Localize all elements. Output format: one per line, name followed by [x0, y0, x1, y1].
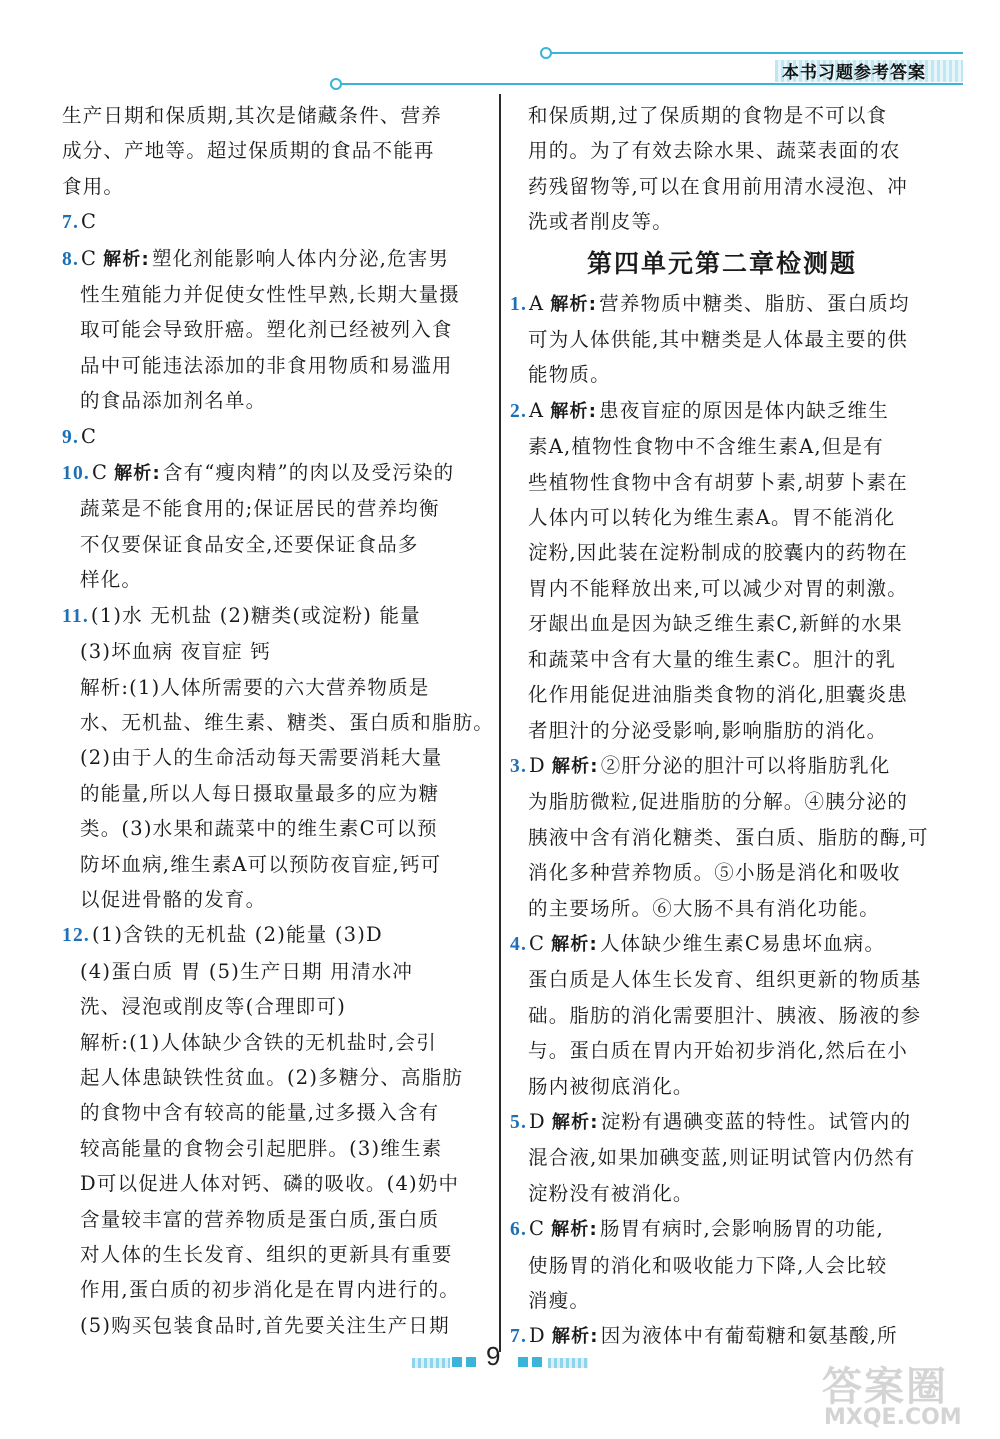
header-rule-top: [548, 52, 963, 54]
text-line: 胰液中含有消化糖类、蛋白质、脂肪的酶,可: [528, 825, 929, 849]
text-line: 药残留物等,可以在食用前用清水浸泡、冲: [528, 174, 908, 198]
footer-square: [452, 1357, 462, 1367]
text-line: [62, 562, 472, 597]
answer-choice: C: [91, 461, 109, 485]
text-line: [62, 1166, 472, 1201]
analysis-text: 水、无机盐、维生素、糖类、蛋白质和脂肪。: [80, 710, 495, 734]
text-line: [62, 882, 472, 917]
text-line: [510, 393, 934, 429]
answer-choice: C: [81, 424, 98, 448]
analysis-text: 淀粉有遇碘变蓝的特性。试管内的: [600, 1109, 912, 1133]
text-line: [62, 634, 472, 669]
continued-answer: [510, 98, 934, 240]
question-number: 8.: [62, 248, 80, 270]
answer-choice: (1)水 无机盐 (2)糖类(或淀粉) 能量: [90, 603, 421, 627]
analysis-label: 解析:: [551, 1219, 598, 1241]
question-number: 7.: [62, 212, 80, 234]
text-line: 淀粉,因此装在淀粉制成的胶囊内的药物在: [528, 541, 908, 565]
text-line: [62, 204, 472, 240]
question-number: 2.: [510, 400, 528, 422]
analysis-text: 不仅要保证食品安全,还要保证食品多: [80, 532, 419, 556]
analysis-label: 解析:: [114, 463, 161, 485]
text-line: 素A,植物性食物中不含维生素A,但是有: [528, 435, 884, 459]
answer-list: [510, 286, 934, 1355]
text-line: 础。脂肪的消化需要胆汁、胰液、肠液的参: [528, 1003, 922, 1027]
watermark-logo: [822, 1355, 982, 1433]
answer-item: [62, 98, 472, 204]
answer-item: [62, 419, 472, 455]
footer-square: [532, 1357, 542, 1367]
analysis-text: 塑化剂能影响人体内分泌,危害男: [151, 246, 450, 270]
text-line: 者胆汁的分泌受影响,影响脂肪的消化。: [528, 718, 888, 742]
answer-item: [510, 748, 934, 926]
text-line: [62, 1025, 472, 1060]
chapter-title: 第四单元第二章检测题: [586, 248, 857, 278]
text-line: [62, 383, 472, 418]
watermark-url: MXQE.COM: [824, 1405, 962, 1430]
text-line: [510, 1104, 934, 1140]
question-number: 9.: [62, 426, 80, 448]
page-header: [0, 0, 1000, 100]
analysis-text: (2)由于人的生命活动每天需要消耗大量: [80, 746, 443, 770]
header-dot-bottom: [330, 78, 342, 90]
header-rule-bottom: [338, 83, 963, 85]
text-line: [62, 670, 472, 705]
answer-item: [510, 1211, 934, 1318]
text-line: 为脂肪微粒,促进脂肪的分解。④胰分泌的: [528, 790, 908, 814]
text-line: [62, 989, 472, 1024]
text-line: [62, 419, 472, 455]
text-line: [62, 241, 472, 277]
text-line: 牙龈出血是因为缺乏维生素C,新鲜的水果: [528, 612, 903, 636]
analysis-text: 的食物中含有较高的能量,过多摄入含有: [80, 1101, 440, 1125]
analysis-label: 解析:: [103, 248, 150, 270]
analysis-text: 食用。: [62, 174, 125, 198]
analysis-text: 人体缺少维生素C易患坏血病。: [599, 931, 886, 955]
question-number: 6.: [510, 1219, 528, 1241]
question-number: 11.: [62, 605, 89, 627]
right-column: [510, 98, 934, 1355]
text-line: 和蔬菜中含有大量的维生素C。胆汁的乳: [528, 647, 897, 671]
analysis-text: 因为液体中有葡萄糖和氨基酸,所: [600, 1324, 898, 1348]
analysis-text: 的能量,所以人每日摄取量最多的应为糖: [80, 781, 440, 805]
analysis-text: 洗、浸泡或削皮等(合理即可): [80, 995, 347, 1019]
answer-choice: A: [529, 291, 545, 315]
answer-item: [62, 241, 472, 419]
text-line: [62, 811, 472, 846]
analysis-text: 类。(3)水果和蔬菜中的维生素C可以预: [80, 817, 438, 841]
answer-choice: C: [529, 1217, 546, 1241]
analysis-label: 解析:: [551, 1326, 599, 1348]
footer-band-left: [412, 1358, 450, 1368]
watermark-text: 答案圈: [822, 1364, 948, 1410]
answer-item: [510, 926, 934, 1104]
analysis-label: 解析:: [550, 400, 598, 422]
text-line: 和保质期,过了保质期的食物是不可以食: [528, 104, 888, 127]
header-dot-top: [540, 47, 552, 59]
analysis-label: 解析:: [551, 933, 598, 955]
analysis-text: 对人体的生长发育、组织的更新具有重要: [80, 1243, 453, 1266]
text-line: 与。蛋白质在胃内开始初步消化,然后在小: [528, 1039, 908, 1063]
answer-choice: D: [529, 1109, 546, 1133]
header-title: 本书习题参考答案: [782, 63, 926, 83]
analysis-text: 解析:(1)人体所需要的六大营养物质是: [80, 675, 430, 699]
analysis-text: D可以促进人体对钙、磷的吸收。(4)奶中: [80, 1172, 460, 1196]
text-line: 蛋白质是人体生长发育、组织更新的物质基: [528, 968, 922, 992]
left-column: [62, 98, 495, 1343]
analysis-label: 解析:: [551, 1111, 599, 1133]
analysis-text: ②肝分泌的胆汁可以将脂肪乳化: [600, 753, 891, 777]
answer-item: [510, 393, 934, 748]
page-number: 9: [486, 1341, 501, 1371]
text-line: 肠内被彻底消化。: [528, 1074, 694, 1098]
answer-choice: A: [529, 398, 545, 422]
text-line: 些植物性食物中含有胡萝卜素,胡萝卜素在: [528, 470, 908, 494]
text-line: 使肠胃的消化和吸收能力下降,人会比较: [528, 1253, 888, 1277]
answer-choice: C: [529, 931, 546, 955]
text-line: 洗或者削皮等。: [528, 210, 673, 234]
analysis-label: 解析:: [551, 755, 599, 777]
text-line: [62, 169, 472, 204]
analysis-text: 生产日期和保质期,其次是储藏条件、营养: [62, 104, 442, 127]
analysis-text: 肠胃有病时,会影响肠胃的功能,: [599, 1217, 884, 1241]
analysis-text: 含量较丰富的营养物质是蛋白质,蛋白质: [80, 1207, 440, 1231]
text-line: [62, 491, 472, 526]
analysis-text: (3)坏血病 夜盲症 钙: [80, 640, 271, 664]
text-line: [62, 1131, 472, 1166]
analysis-text: 性生殖能力并促使女性性早熟,长期大量摄: [80, 283, 460, 307]
text-line: 用的。为了有效去除水果、蔬菜表面的农: [528, 139, 901, 163]
answer-choice: D: [529, 753, 546, 777]
analysis-text: 样化。: [80, 568, 143, 592]
footer-square: [466, 1357, 476, 1367]
text-line: 能物质。: [528, 363, 611, 387]
question-number: 3.: [510, 755, 528, 777]
question-number: 12.: [62, 925, 90, 947]
answer-item: [62, 455, 472, 598]
analysis-text: 营养物质中糖类、脂肪、蛋白质均: [599, 291, 910, 315]
question-number: 4.: [510, 933, 528, 955]
text-line: [62, 527, 472, 562]
text-line: 胃内不能释放出来,可以减少对胃的刺激。: [528, 576, 908, 600]
column-divider: [499, 94, 501, 1352]
analysis-text: 以促进骨骼的发育。: [80, 887, 267, 911]
answer-choice: (1)含铁的无机盐 (2)能量 (3)D: [91, 923, 383, 947]
text-line: [62, 954, 472, 989]
text-line: [62, 312, 472, 347]
text-line: [62, 598, 472, 634]
answer-choice: D: [529, 1324, 546, 1348]
question-number: 10.: [62, 463, 90, 485]
text-line: [510, 286, 934, 322]
text-line: [62, 847, 472, 882]
text-line: [510, 748, 934, 784]
text-line: [62, 776, 472, 811]
text-line: [62, 277, 472, 312]
analysis-text: 蔬菜是不能食用的;保证居民的营养均衡: [80, 497, 440, 521]
text-line: [510, 1211, 934, 1247]
text-line: [62, 1202, 472, 1237]
question-number: 5.: [510, 1111, 528, 1133]
analysis-text: (4)蛋白质 胃 (5)生产日期 用清水冲: [80, 959, 414, 983]
text-line: [62, 1272, 472, 1307]
text-line: [62, 1095, 472, 1130]
answer-item: [62, 204, 472, 240]
text-line: [62, 1060, 472, 1095]
text-line: 人体内可以转化为维生素A。胃不能消化: [528, 506, 896, 530]
analysis-label: 解析:: [550, 293, 598, 315]
question-number: 7.: [510, 1326, 528, 1348]
analysis-text: 取可能会导致肝癌。塑化剂已经被列入食: [80, 318, 453, 342]
text-line: 化作用能促进油脂类食物的消化,胆囊炎患: [528, 683, 908, 707]
text-line: [62, 348, 472, 383]
text-line: 消化多种营养物质。⑤小肠是消化和吸收: [528, 861, 901, 885]
question-number: 1.: [510, 293, 528, 315]
text-line: [510, 926, 934, 962]
answer-item: [62, 917, 472, 1343]
analysis-text: 的食品添加剂名单。: [80, 389, 267, 413]
text-line: 淀粉没有被消化。: [528, 1181, 694, 1205]
analysis-text: (5)购买包装食品时,首先要关注生产日期: [80, 1313, 450, 1337]
analysis-text: 防坏血病,维生素A可以预防夜盲症,钙可: [80, 852, 442, 876]
text-line: 可为人体供能,其中糖类是人体最主要的供: [528, 328, 908, 352]
text-line: 消瘦。: [528, 1289, 591, 1312]
analysis-text: 患夜盲症的原因是体内缺乏维生: [599, 398, 889, 422]
text-line: [62, 740, 472, 775]
footer-band-right: [548, 1358, 588, 1368]
answer-item: [510, 286, 934, 393]
answer-item: [62, 598, 495, 918]
text-line: [62, 455, 472, 491]
answer-choice: C: [81, 246, 98, 270]
text-line: [62, 133, 472, 168]
text-line: 混合液,如果加碘变蓝,则证明试管内仍然有: [528, 1146, 916, 1170]
analysis-text: 作用,蛋白质的初步消化是在胃内进行的。: [80, 1278, 460, 1302]
answer-item: [510, 1104, 934, 1211]
analysis-text: 较高能量的食物会引起肥胖。(3)维生素: [80, 1136, 443, 1160]
answer-choice: C: [81, 210, 98, 234]
text-line: [62, 98, 472, 133]
analysis-text: 起人体患缺铁性贫血。(2)多糖分、高脂肪: [80, 1065, 464, 1089]
analysis-text: 解析:(1)人体缺少含铁的无机盐时,会引: [80, 1030, 437, 1054]
text-line: [62, 917, 472, 953]
analysis-text: 含有“瘦肉精”的肉以及受污染的: [162, 461, 455, 485]
analysis-text: 成分、产地等。超过保质期的食品不能再: [62, 139, 435, 163]
text-line: [62, 1237, 472, 1272]
footer-square: [518, 1357, 528, 1367]
text-line: [62, 705, 495, 740]
analysis-text: 品中可能违法添加的非食用物质和易滥用: [80, 353, 453, 377]
text-line: 的主要场所。⑥大肠不具有消化功能。: [528, 896, 880, 920]
